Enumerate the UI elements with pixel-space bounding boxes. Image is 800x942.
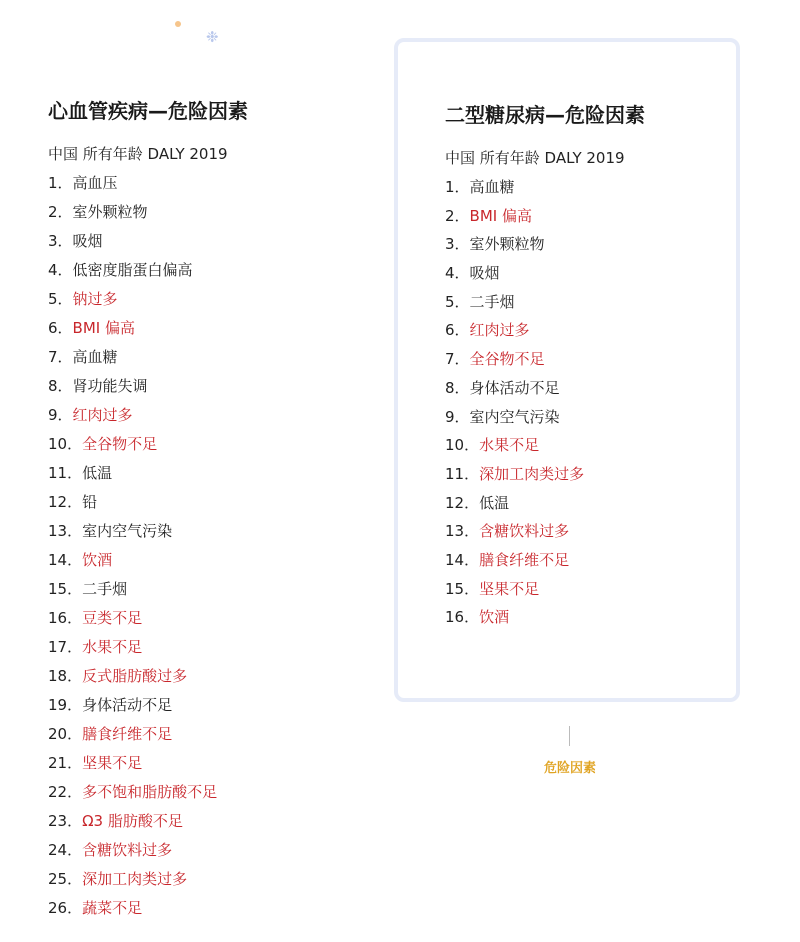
risk-factor-number: 7． <box>48 348 73 366</box>
risk-factor-item <box>48 549 378 578</box>
risk-factor-label: 高血糖 <box>469 178 515 196</box>
risk-factor-item <box>445 406 735 435</box>
risk-factor-number: 13． <box>48 522 83 540</box>
risk-factor-item <box>445 549 735 578</box>
risk-factor-item <box>48 491 378 520</box>
cardiovascular-risk-column <box>48 96 378 926</box>
risk-factor-label: 吸烟 <box>72 232 103 250</box>
risk-factor-item <box>48 723 378 752</box>
risk-factor-item <box>445 348 735 377</box>
risk-factor-item <box>48 172 378 201</box>
risk-factor-label: 含糖饮料过多 <box>479 522 570 541</box>
risk-factor-number: 1． <box>48 174 73 192</box>
risk-factor-label: 吸烟 <box>469 264 500 283</box>
risk-factor-label: Ω3 脂肪酸不足 <box>82 812 183 830</box>
risk-factor-item <box>445 262 735 291</box>
risk-factor-label: 低温 <box>82 464 113 482</box>
risk-factor-number: 4． <box>48 261 73 279</box>
risk-factor-number: 12． <box>48 493 83 511</box>
risk-factor-label: 红肉过多 <box>469 321 530 340</box>
risk-factor-item <box>48 578 378 607</box>
risk-factor-label: 蔬菜不足 <box>82 899 143 917</box>
risk-factor-number: 11． <box>445 464 480 483</box>
risk-factor-label: 高血糖 <box>72 348 118 366</box>
cardiovascular-title: 心血管疾病—危险因素 <box>48 99 248 123</box>
risk-factor-label: 身体活动不足 <box>82 696 173 714</box>
risk-factor-item <box>48 636 378 665</box>
risk-factor-number: 16． <box>445 608 480 627</box>
risk-factor-number: 2． <box>445 206 470 225</box>
risk-factor-number: 8． <box>48 377 73 395</box>
risk-factor-number: 21． <box>48 754 83 772</box>
risk-factor-item <box>445 377 735 406</box>
risk-factor-number: 26． <box>48 899 83 917</box>
risk-factor-number: 16． <box>48 609 83 627</box>
risk-factor-label: 反式脂肪酸过多 <box>82 667 188 685</box>
risk-factor-item <box>445 291 735 320</box>
risk-factor-number: 2． <box>48 203 73 221</box>
diabetes-title: 二型糖尿病—危险因素 <box>445 103 645 127</box>
risk-factor-label: 膳食纤维不足 <box>479 550 570 569</box>
risk-factor-item <box>445 319 735 348</box>
risk-factor-item <box>48 694 378 723</box>
risk-factor-item <box>48 404 378 433</box>
risk-factor-item <box>48 317 378 346</box>
risk-factor-label: 二手烟 <box>82 580 128 598</box>
risk-factor-label: 室外颗粒物 <box>72 203 148 221</box>
risk-factor-number: 14． <box>48 551 83 569</box>
risk-factor-number: 10． <box>48 435 83 453</box>
risk-factor-label: 水果不足 <box>479 436 540 455</box>
risk-factor-label: 膳食纤维不足 <box>82 725 173 743</box>
risk-factor-label: 多不饱和脂肪酸不足 <box>82 783 218 801</box>
risk-factor-label: 全谷物不足 <box>469 350 545 369</box>
diabetes-subtitle: 中国 所有年龄 DALY 2019 <box>445 149 625 167</box>
risk-factor-label: 铅 <box>82 493 98 511</box>
risk-factor-number: 17． <box>48 638 83 656</box>
risk-factor-number: 4． <box>445 264 470 283</box>
snowflake-icon: ❉ <box>206 28 219 46</box>
risk-factor-number: 8． <box>445 378 470 397</box>
risk-factor-label: 饮酒 <box>82 551 113 569</box>
risk-factor-number: 15． <box>48 580 83 598</box>
risk-factor-label: 室内空气污染 <box>469 407 560 426</box>
risk-factor-label: 深加工肉类过多 <box>82 870 188 888</box>
risk-factor-label: 室外颗粒物 <box>469 235 545 254</box>
risk-factor-number: 22． <box>48 783 83 801</box>
diabetes-risk-list <box>445 176 735 635</box>
risk-factor-item <box>48 462 378 491</box>
risk-factor-number: 1． <box>445 178 470 196</box>
risk-factor-number: 18． <box>48 667 83 685</box>
footer-divider <box>569 726 570 746</box>
risk-factor-label: 红肉过多 <box>72 406 133 424</box>
risk-factor-number: 23． <box>48 812 83 830</box>
risk-factor-label: BMI 偏高 <box>72 319 135 337</box>
risk-factor-item <box>48 781 378 810</box>
risk-factor-number: 6． <box>48 319 73 337</box>
risk-factor-item <box>445 578 735 607</box>
risk-factor-item <box>445 606 735 635</box>
risk-factor-item <box>48 665 378 694</box>
cardiovascular-risk-list <box>48 172 378 926</box>
risk-factor-item <box>445 233 735 262</box>
risk-factor-label: 钠过多 <box>72 290 118 308</box>
risk-factor-label: 豆类不足 <box>82 609 143 627</box>
risk-factor-item <box>48 375 378 404</box>
risk-factor-label: 全谷物不足 <box>82 435 158 453</box>
risk-factor-item <box>445 176 735 205</box>
footer-label: 危险因素 <box>543 761 596 776</box>
risk-factor-number: 3． <box>48 232 73 250</box>
risk-factor-item <box>445 205 735 234</box>
risk-factor-item <box>48 259 378 288</box>
risk-factor-item <box>48 433 378 462</box>
risk-factor-number: 24． <box>48 841 83 859</box>
risk-factor-number: 15． <box>445 579 480 598</box>
risk-factor-label: 低密度脂蛋白偏高 <box>72 261 193 279</box>
risk-factor-label: 深加工肉类过多 <box>479 464 585 483</box>
risk-factor-item <box>48 346 378 375</box>
risk-factor-label: 低温 <box>479 493 510 512</box>
risk-factor-label: 二手烟 <box>469 292 515 311</box>
diabetes-risk-card <box>394 38 740 702</box>
risk-factor-number: 3． <box>445 235 470 254</box>
risk-factor-label: 室内空气污染 <box>82 522 173 540</box>
risk-factor-item <box>48 230 378 259</box>
risk-factor-number: 10． <box>445 436 480 455</box>
risk-factor-number: 9． <box>48 406 73 424</box>
risk-factor-number: 5． <box>445 292 470 311</box>
risk-factor-number: 11． <box>48 464 83 482</box>
risk-factor-item <box>48 810 378 839</box>
risk-factor-number: 14． <box>445 550 480 569</box>
risk-factor-item <box>445 492 735 521</box>
risk-factor-number: 5． <box>48 290 73 308</box>
risk-factor-label: 坚果不足 <box>82 754 143 772</box>
risk-factor-number: 19． <box>48 696 83 714</box>
risk-factor-label: 肾功能失调 <box>72 377 148 395</box>
risk-factor-label: 身体活动不足 <box>469 378 560 397</box>
risk-factor-number: 6． <box>445 321 470 340</box>
risk-factor-label: 高血压 <box>72 174 118 192</box>
decorative-dot <box>175 21 181 27</box>
risk-factor-item <box>48 288 378 317</box>
risk-factor-item <box>48 520 378 549</box>
risk-factor-number: 9． <box>445 407 470 426</box>
risk-factor-label: BMI 偏高 <box>469 206 532 225</box>
risk-factor-item <box>48 868 378 897</box>
diabetes-risk-column <box>445 100 735 635</box>
risk-factor-item <box>48 201 378 230</box>
risk-factor-item <box>48 839 378 868</box>
risk-factor-number: 12． <box>445 493 480 512</box>
risk-factor-label: 水果不足 <box>82 638 143 656</box>
risk-factor-item <box>48 607 378 636</box>
risk-factor-number: 25． <box>48 870 83 888</box>
risk-factor-label: 含糖饮料过多 <box>82 841 173 859</box>
risk-factor-item <box>48 897 378 926</box>
risk-factor-label: 饮酒 <box>479 608 510 627</box>
risk-factor-number: 13． <box>445 522 480 541</box>
risk-factor-item <box>48 752 378 781</box>
risk-factor-number: 20． <box>48 725 83 743</box>
risk-factor-item <box>445 434 735 463</box>
risk-factor-item <box>445 520 735 549</box>
risk-factor-label: 坚果不足 <box>479 579 540 598</box>
cardiovascular-subtitle: 中国 所有年龄 DALY 2019 <box>48 145 228 163</box>
risk-factor-number: 7． <box>445 350 470 369</box>
risk-factor-item <box>445 463 735 492</box>
